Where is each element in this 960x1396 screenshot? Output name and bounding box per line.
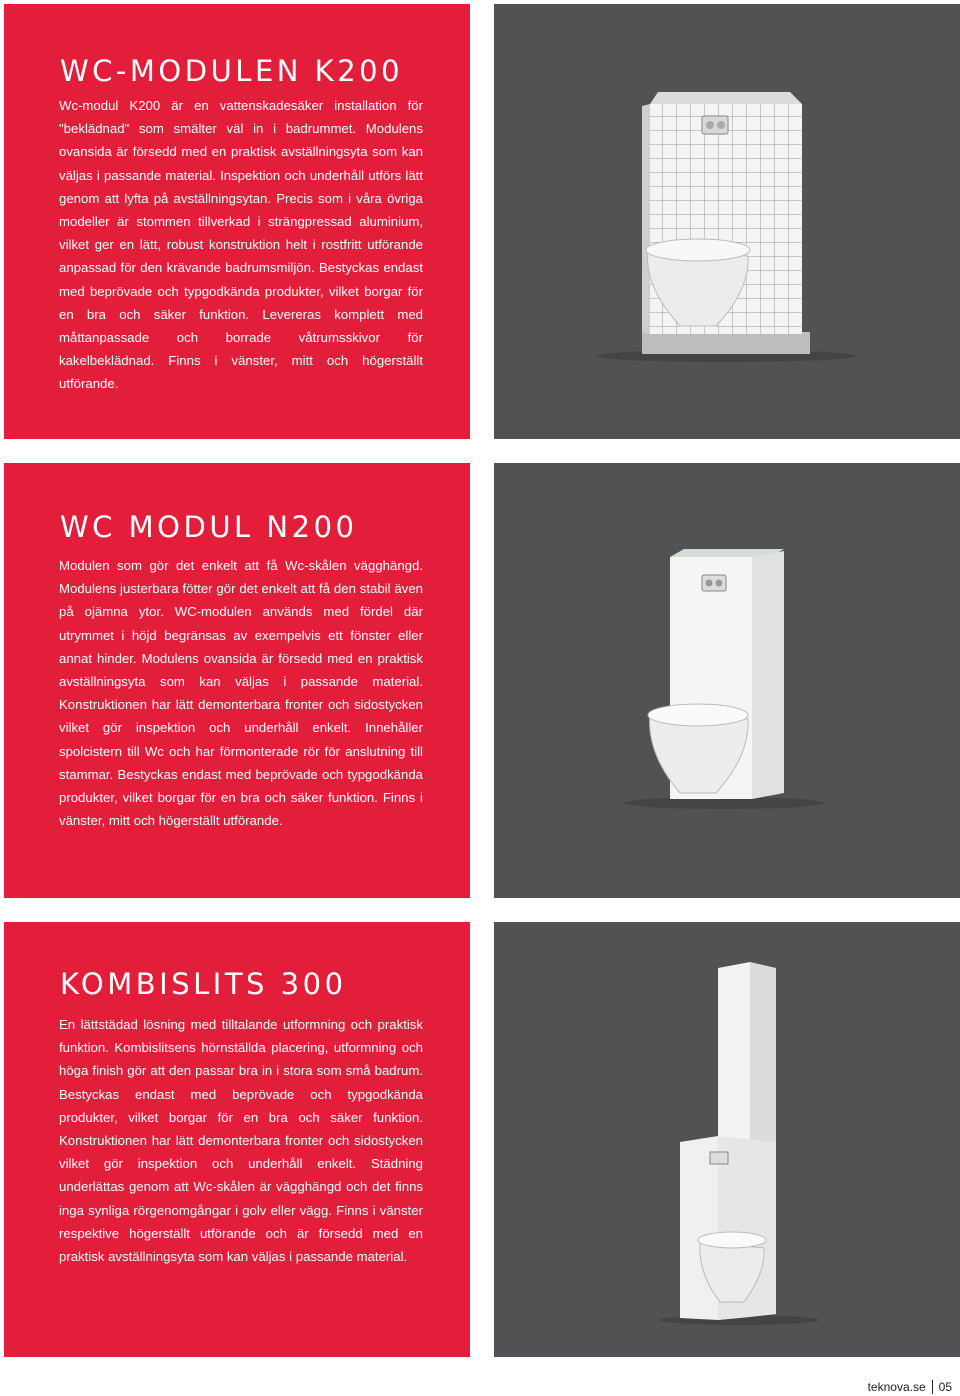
section-body: Modulen som gör det enkelt att få Wc-skålen vägghängd. Modulens justerbara fötter gör det enkelt att få den stabil även på ojämna ytor. WC-modulen används med fördel där utrymmet i höjd begränsas av exempelvis ett fönster eller annat hinder. Modulens ovansida är försedd med en praktisk avställningsyta som kan väljas i passande material. Konstruktionen har lätt demonterbara fronter och sidostycken vilket gör inspektion och underhåll enkelt. Innehåller spolcistern till Wc och har förmonterade rör för anslutning till stammar. Bestyckas endast med beprövade och typgodkända produkter, vilket borgar för en bra och säker funktion. Finns i vänster, mitt och högerställt utförande. bbox=[59, 558, 423, 829]
page-number: 05 bbox=[938, 1380, 952, 1394]
kombislits-300-image bbox=[494, 922, 960, 1357]
section-title: WC-MODULEN K200 bbox=[60, 54, 404, 88]
section-body: En lättstädad lösning med tilltalande utformning och praktisk funktion. Kombislitsens hörnställda placering, utformning och höga finish gör att den passar bra in i stora som små badrum. Bestyckas endast med beprövade och typgodkända produkter, vilket borgar för en bra och säker funktion. Konstruktionen har lätt demonterbara fronter och sidostycken vilket gör inspektion och underhåll enkelt. Städning underlättas genom att Wc-skålen är vägghängd och det finns inga synliga rörgenomgångar i golv eller vägg. Finns i vänster respektive högerställt utförande och är försedd med en praktisk avställningsyta som kan väljas i passande material. bbox=[59, 1017, 423, 1265]
wc-module-k200-image bbox=[494, 4, 960, 439]
section-k200-image-panel bbox=[494, 4, 960, 439]
section-kombislits-text-panel bbox=[4, 922, 470, 1357]
footer-separator bbox=[932, 1380, 933, 1394]
section-kombislits-image-panel bbox=[494, 922, 960, 1357]
section-k200-text-panel bbox=[4, 4, 470, 439]
footer-site[interactable]: teknova.se bbox=[867, 1380, 926, 1394]
section-n200-text-panel bbox=[4, 463, 470, 898]
section-body: Wc-modul K200 är en vattenskadesäker installation för "beklädnad" som smälter väl in i badrummet. Modulens ovansida är försedd med en praktisk avställningsyta som kan väljas i passande material. Inspektion och underhåll utförs lätt genom att lyfta på avställningsytan. Precis som i våra övriga modeller är stommen tillverkad i strängpressad aluminium, vilket ger en lätt, robust konstruktion helt i rostfritt utförande anpassad för den krävande badrumsmiljön. Bestyckas endast med beprövade och typgodkända produkter, vilket borgar för en bra och säker funktion. Levereras komplett med måttanpassade och borrade våtrumsskivor för kakelbeklädnad. Finns i vänster, mitt och högerställt utförande. bbox=[59, 98, 423, 392]
section-title: WC MODUL N200 bbox=[60, 510, 358, 544]
section-title: KOMBISLITS 300 bbox=[60, 967, 347, 1001]
page-footer bbox=[868, 1380, 952, 1394]
wc-module-n200-image bbox=[494, 463, 960, 898]
section-n200-image-panel bbox=[494, 463, 960, 898]
